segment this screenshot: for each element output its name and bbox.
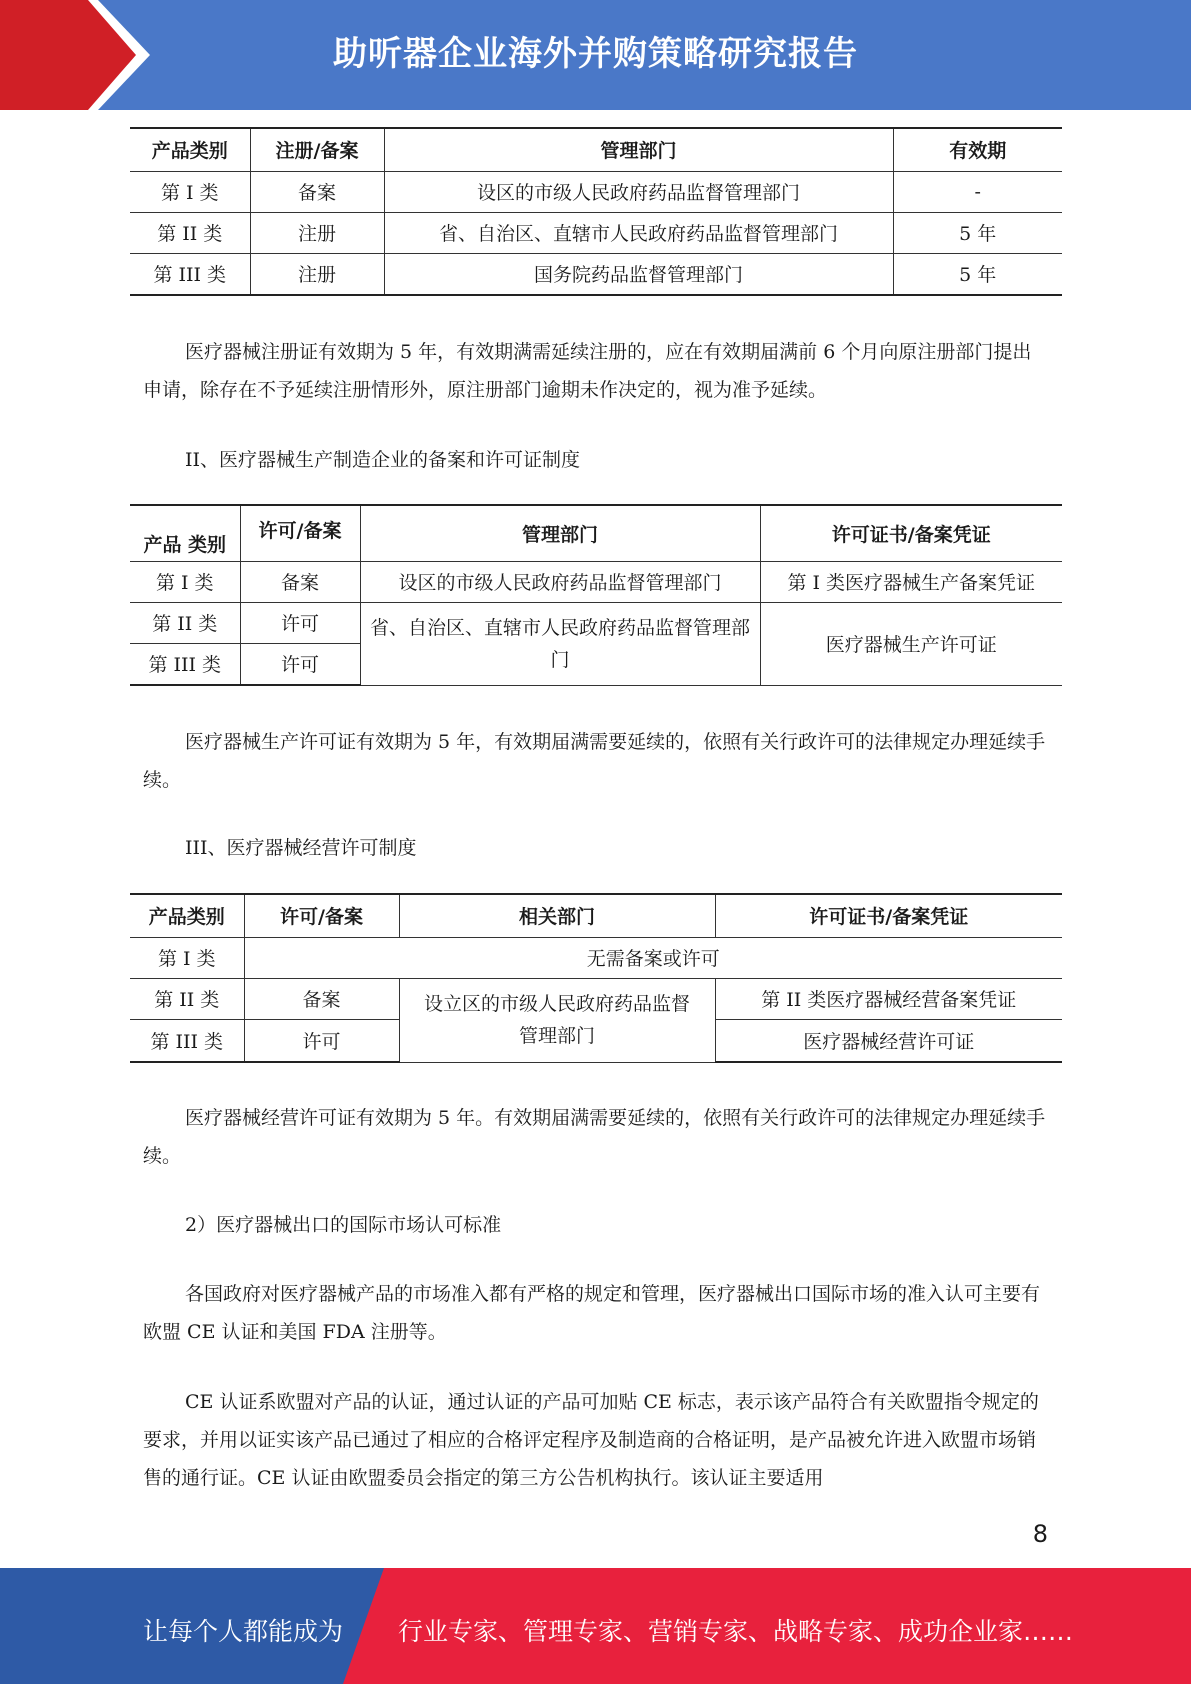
table-header: 管理部门: [384, 128, 893, 171]
table-cell: 无需备案或许可: [244, 937, 1062, 978]
production-license-table: [130, 504, 1062, 686]
table-cell: 医疗器械经营许可证: [715, 1019, 1062, 1062]
table-cell: 第 II 类: [130, 602, 240, 643]
table-cell: 设立区的市级人民政府药品监督管理部门: [399, 978, 715, 1062]
section-heading: II、医疗器械生产制造企业的备案和许可证制度: [185, 449, 581, 471]
table-cell: 5 年: [893, 253, 1062, 295]
footer-slogan-left: 让每个人都能成为: [143, 1617, 344, 1646]
section-heading: III、医疗器械经营许可制度: [185, 837, 417, 859]
page-header: [0, 0, 1191, 110]
document-title: 助听器企业海外并购策略研究报告: [333, 34, 858, 74]
table-header: 许可/备案: [244, 894, 399, 937]
table-cell: 5 年: [893, 212, 1062, 253]
table-cell: 第 III 类: [130, 253, 250, 295]
table-cell: 许可: [240, 602, 360, 643]
paragraph: 医疗器械经营许可证有效期为 5 年。有效期届满需要延续的，依照有关行政许可的法律规定办理延续手续。: [143, 1107, 1046, 1167]
page-footer: [0, 1568, 1191, 1684]
paragraph: 医疗器械注册证有效期为 5 年，有效期满需延续注册的，应在有效期届满前 6 个月向原注册部门提出申请，除存在不予延续注册情形外，原注册部门逾期未作决定的，视为准予延续。: [143, 341, 1032, 401]
table-cell: 第 I 类: [130, 561, 240, 602]
table-cell: 设区的市级人民政府药品监督管理部门: [360, 561, 760, 602]
table-cell: 第 III 类: [130, 1019, 244, 1062]
table-cell: 第 II 类医疗器械经营备案凭证: [715, 978, 1062, 1019]
table-cell: 第 II 类: [130, 212, 250, 253]
table-header: 产品类别: [130, 128, 250, 171]
table-cell: 省、自治区、直辖市人民政府药品监督管理部门: [384, 212, 893, 253]
table-header: 管理部门: [360, 505, 760, 561]
table-cell: 第 I 类: [130, 171, 250, 212]
table-cell: 医疗器械生产许可证: [760, 602, 1062, 685]
table-cell: 第 III 类: [130, 643, 240, 685]
table-header: 产品类别: [130, 894, 244, 937]
table-header: 许可/备案: [240, 505, 360, 561]
table-header: 产品 类别: [130, 505, 240, 561]
page-number: 8: [1032, 1520, 1048, 1548]
table-cell: 备案: [244, 978, 399, 1019]
table-cell: 许可: [244, 1019, 399, 1062]
paragraph: 各国政府对医疗器械产品的市场准入都有严格的规定和管理，医疗器械出口国际市场的准入认可主要有欧盟 CE 认证和美国 FDA 注册等。: [143, 1283, 1041, 1343]
table-cell: 第 I 类: [130, 937, 244, 978]
table-cell: 备案: [240, 561, 360, 602]
table-header: 相关部门: [399, 894, 715, 937]
table-cell: 国务院药品监督管理部门: [384, 253, 893, 295]
section-heading: 2）医疗器械出口的国际市场认可标准: [185, 1214, 502, 1236]
table-cell: 第 II 类: [130, 978, 244, 1019]
table-cell: 第 I 类医疗器械生产备案凭证: [760, 561, 1062, 602]
table-header: 注册/备案: [250, 128, 384, 171]
table-cell: 设区的市级人民政府药品监督管理部门: [384, 171, 893, 212]
table-cell: 省、自治区、直辖市人民政府药品监督管理部门: [360, 602, 760, 685]
table-cell: 备案: [250, 171, 384, 212]
registration-table: [130, 127, 1062, 296]
table-cell: 许可: [240, 643, 360, 685]
table-cell: -: [893, 171, 1062, 212]
distribution-license-table: [130, 893, 1062, 1063]
table-header: 许可证书/备案凭证: [715, 894, 1062, 937]
paragraph: 医疗器械生产许可证有效期为 5 年，有效期届满需要延续的，依照有关行政许可的法律规定办理延续手续。: [143, 731, 1046, 791]
table-header: 许可证书/备案凭证: [760, 505, 1062, 561]
table-header: 有效期: [893, 128, 1062, 171]
paragraph: CE 认证系欧盟对产品的认证，通过认证的产品可加贴 CE 标志，表示该产品符合有关欧盟指令规定的要求，并用以证实该产品已通过了相应的合格评定程序及制造商的合格证明，是产品被允许进入欧盟市场销售的通行证。CE 认证由欧盟委员会指定的第三方公告机构执行。该认证主要适用: [143, 1391, 1039, 1489]
table-cell: 注册: [250, 212, 384, 253]
footer-slogan-right: 行业专家、管理专家、营销专家、战略专家、成功企业家……: [398, 1617, 1074, 1646]
table-cell: 注册: [250, 253, 384, 295]
